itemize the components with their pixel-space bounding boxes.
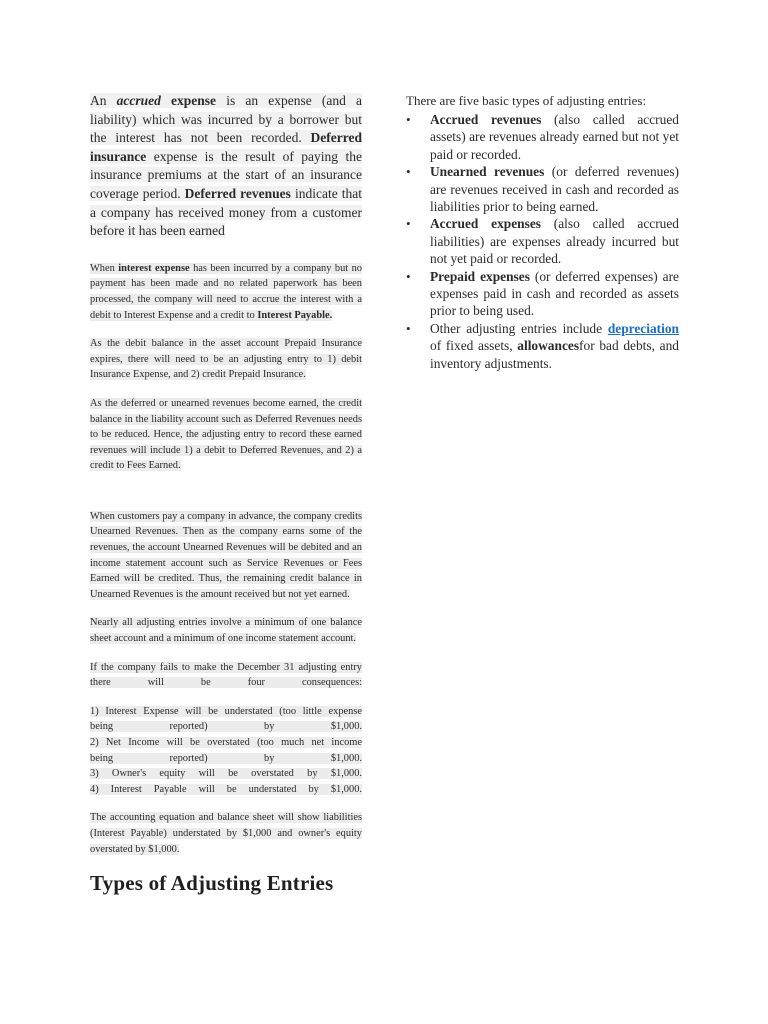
list-line: being reported) by $1,000. [90,721,362,733]
term-deferred-insurance: Deferred insurance [90,130,362,164]
term-description: (or deferred revenues) are revenues received in cash and recorded as liabilities prior to being earned. [430,164,679,215]
term-description: (or deferred expenses) are expenses paid in cash and recorded as assets prior to being used. [430,268,680,319]
text-span: indicate that a company has received money from a customer before it has been earned [90,185,362,239]
bullet-icon: • [406,320,411,336]
interest-expense-paragraph [90,261,362,323]
term-unearned-revenues: Unearned revenues [430,164,545,180]
deferred-revenues-paragraph [90,396,362,474]
types-list [406,111,679,372]
text-span: expense is the result of paying the insurance premiums at the start of an insurance coverage period. [90,148,362,201]
list-line: 4) Interest Payable will be understated by $1,000. [90,783,362,795]
bullet-icon: • [406,164,411,180]
list-item [406,215,679,267]
text-span: Nearly all adjusting entries involve a minimum of one balance sheet account and a minimum of one income statement account. [90,617,362,645]
term-accrued-expenses: Accrued expenses [430,216,541,232]
text-span: for bad debts, and inventory adjustments. [430,338,679,371]
consequences-intro-paragraph [90,660,362,691]
text-span: is an expense (and a liability) which was incurred by a borrower but the interest has not been recorded. [90,93,363,146]
right-column [406,92,679,372]
bullet-icon: • [406,216,411,232]
left-column [90,92,362,896]
section-heading: Types of Adjusting Entries [90,871,334,896]
unearned-revenues-paragraph [90,509,362,603]
term-accrued-revenues: Accrued revenues [430,112,542,127]
accounting-equation-paragraph [90,810,362,857]
term-interest-payable: Interest Payable. [257,309,333,321]
text-span: has been incurred by a company but no payment has been made and no related paperwork has been processed, the company will need to accrue the interest with a debit to Interest Expense and a credit to [90,262,362,321]
list-line: 1) Interest Expense will be understated (too little expense [90,705,362,717]
text-span: When customers pay a company in advance, the company credits Unearned Revenues. Then as the company earns some of the revenues, the account Unearned Revenues will be debited and an income statement account such as Service Revenues or Fees Earned will be credited. Thus, the remaining credit balance in Unearned Revenues is the amount received but not yet earned. [90,510,362,600]
term-description: (also called accrued liabilities) are expenses already incurred but not yet paid or recorded. [430,216,679,267]
list-item [406,163,679,215]
text-span: If the company fails to make the December 31 adjusting entry there will be four consequences: [90,661,362,689]
list-line: being reported) by $1,000. [90,752,362,764]
text-span: As the debit balance in the asset account Prepaid Insurance expires, there will need to be an adjusting entry to 1) debit Insurance Expense, and 2) credit Prepaid Insurance. [90,338,362,381]
list-item [406,320,679,372]
text-span: of fixed assets, [430,338,518,354]
term-prepaid-expenses: Prepaid expenses [430,268,530,284]
types-intro: There are five basic types of adjusting entries: [406,93,647,108]
term-description: (also called accrued assets) are revenues already earned but not yet paid or recorded. [430,112,679,162]
depreciation-link[interactable]: depreciation [607,320,679,336]
text-span: The accounting equation and balance sheet will show liabilities (Interest Payable) understated by $1,000 and owner's equity overstated by $1,000. [90,812,362,855]
text-span: When [90,262,119,274]
list-line: 2) Net Income will be overstated (too much net income [90,737,362,748]
term-expense: expense [160,93,217,108]
definitions-paragraph [90,92,362,241]
consequences-list [90,704,362,798]
text-span: As the deferred or unearned revenues become earned, the credit balance in the liability account such as Deferred Revenues needs to be reduced. Hence, the adjusting entry to record these earned revenues will include 1) a debit to Deferred Revenues, and 2) a credit to Fees Earned. [90,397,362,472]
term-allowances: allowances [517,338,580,354]
balance-sheet-paragraph [90,615,362,646]
bullet-icon: • [406,268,411,284]
bullet-icon: • [406,112,411,127]
list-line: 3) Owner's equity will be overstated by $1,000. [90,768,362,780]
list-item [406,111,679,163]
term-interest-expense: interest expense [118,262,190,274]
spacer [90,487,362,509]
text-span: Other adjusting entries include [430,320,608,336]
term-accrued: accrued [116,93,161,108]
prepaid-insurance-paragraph [90,336,362,383]
list-item [406,268,679,320]
text-span: An [90,93,117,108]
term-deferred-revenues: Deferred revenues [184,185,291,201]
